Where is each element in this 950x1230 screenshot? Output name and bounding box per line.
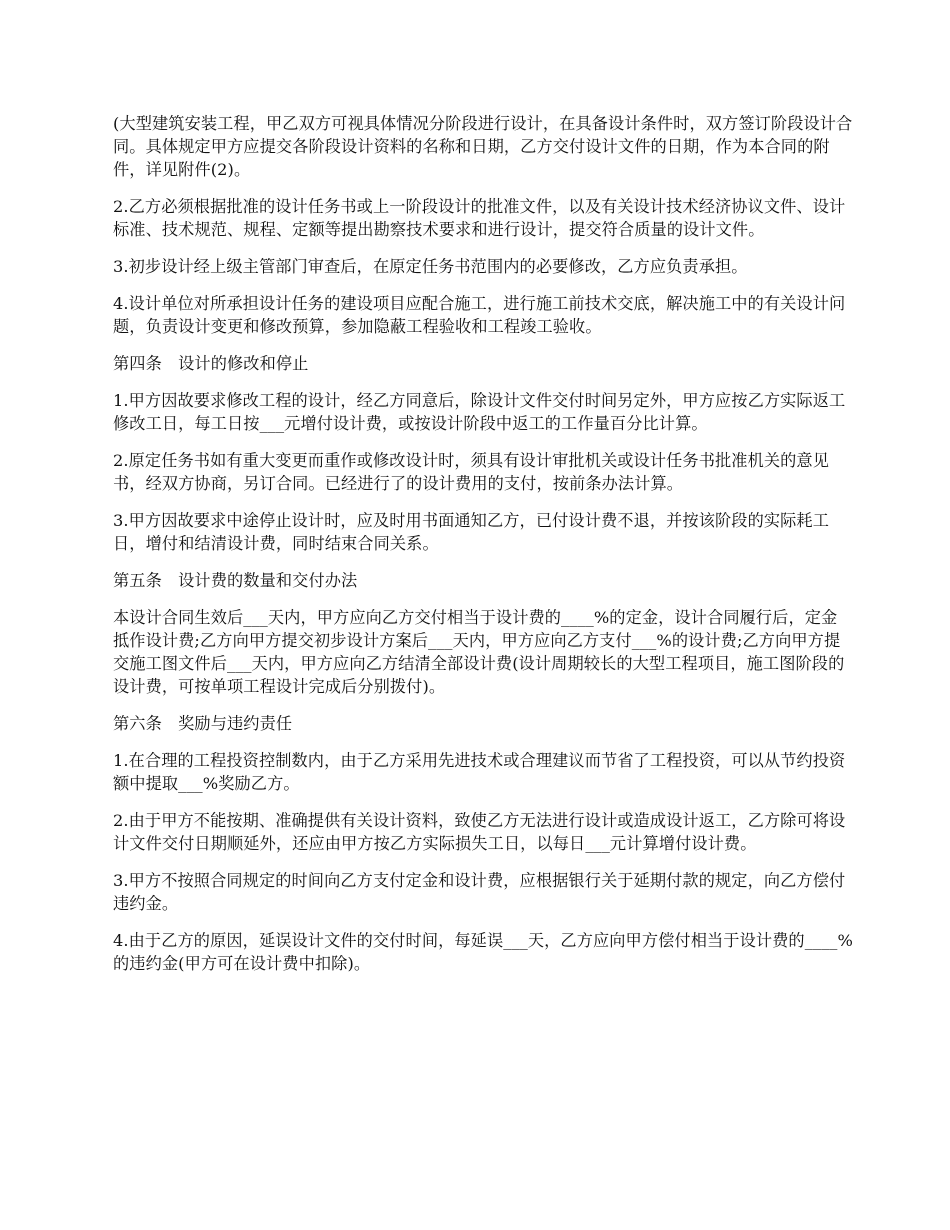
clause-3-item-2: 2.乙方必须根据批准的设计任务书或上一阶段设计的批准文件，以及有关设计技术经济协议文件、设计标准、技术规范、规程、定额等提出勘察技术要求和进行设计，提交符合质量的设计文件。 xyxy=(113,197,846,239)
document-page xyxy=(113,112,853,989)
clause-6-item-1: 1.在合理的工程投资控制数内，由于乙方采用先进技术或合理建议而节省了工程投资，可以从节约投资额中提取___%奖励乙方。 xyxy=(113,751,846,793)
clause-6-item-3: 3.甲方不按照合同规定的时间向乙方支付定金和设计费，应根据银行关于延期付款的规定，向乙方偿付违约金。 xyxy=(113,871,846,913)
clause-6-item-4: 4.由于乙方的原因，延误设计文件的交付时间，每延误___天，乙方应向甲方偿付相当于设计费的____%的违约金(甲方可在设计费中扣除)。 xyxy=(113,931,853,973)
clause-4-heading: 第四条 设计的修改和停止 xyxy=(113,354,309,373)
clause-5-body: 本设计合同生效后___天内，甲方应向乙方交付相当于设计费的____%的定金，设计合同履行后，定金抵作设计费;乙方向甲方提交初步设计方案后___天内，甲方应向乙方支付___%的设计费;乙方向甲方提交施工图文件后___天内，甲方应向乙方结清全部设计费(设计周期较长的大型工程项目，施工图阶段的设计费，可按单项工程设计完成后分别拨付)。 xyxy=(113,608,845,696)
clause-3-item-4: 4.设计单位对所承担设计任务的建设项目应配合施工，进行施工前技术交底，解决施工中的有关设计问题，负责设计变更和修改预算，参加隐蔽工程验收和工程竣工验收。 xyxy=(113,294,846,336)
clause-6-item-2: 2.由于甲方不能按期、准确提供有关设计资料，致使乙方无法进行设计或造成设计返工，乙方除可将设计文件交付日期顺延外，还应由甲方按乙方实际损失工日，以每日___元计算增付设计费。 xyxy=(113,811,846,853)
clause-4-item-2: 2.原定任务书如有重大变更而重作或修改设计时，须具有设计审批机关或设计任务书批准机关的意见书，经双方协商，另订合同。已经进行了的设计费用的支付，按前条办法计算。 xyxy=(113,451,830,493)
clause-3-item-3: 3.初步设计经上级主管部门审查后，在原定任务书范围内的必要修改，乙方应负责承担。 xyxy=(113,257,748,276)
clause-6-heading: 第六条 奖励与违约责任 xyxy=(113,714,293,733)
clause-4-item-1: 1.甲方因故要求修改工程的设计，经乙方同意后，除设计文件交付时间另定外，甲方应按乙方实际返工修改工日，每工日按___元增付设计费，或按设计阶段中返工的工作量百分比计算。 xyxy=(113,391,846,433)
clause-4-item-3: 3.甲方因故要求中途停止设计时，应及时用书面通知乙方，已付设计费不退，并按该阶段的实际耗工日，增付和结清设计费，同时结束合同关系。 xyxy=(113,511,830,553)
clause-5-heading: 第五条 设计费的数量和交付办法 xyxy=(113,571,358,590)
paragraph-stage-design: (大型建筑安装工程，甲乙双方可视具体情况分阶段进行设计，在具备设计条件时，双方签订阶段设计合同。具体规定甲方应提交各阶段设计资料的名称和日期，乙方交付设计文件的日期，作为本合同的附件，详见附件(2)。 xyxy=(113,114,853,179)
